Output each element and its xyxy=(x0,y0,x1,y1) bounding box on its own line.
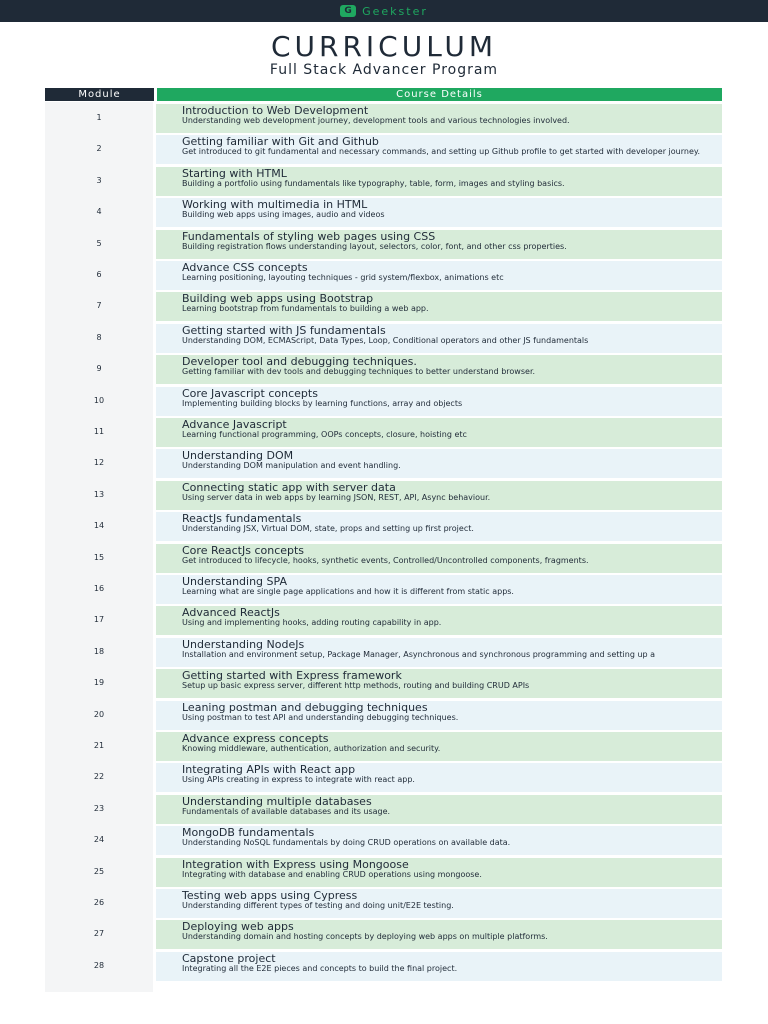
module-column-header: Module xyxy=(45,88,154,101)
table-row xyxy=(0,699,768,730)
course-title: Fundamentals of styling web pages using CSS xyxy=(182,229,436,243)
module-number: 12 xyxy=(93,458,105,468)
course-title: Getting familiar with Git and Github xyxy=(182,135,379,149)
page-subtitle: Full Stack Advancer Program xyxy=(269,62,499,78)
course-title: Building web apps using Bootstrap xyxy=(182,292,374,306)
table-row xyxy=(0,636,768,667)
module-number: 8 xyxy=(96,332,102,342)
table-row xyxy=(0,447,768,478)
course-description: Getting familiar with dev tools and debugging techniques to better understand browser. xyxy=(182,367,536,377)
course-description: Understanding DOM manipulation and event handling. xyxy=(182,461,401,471)
course-title: Starting with HTML xyxy=(182,166,287,180)
module-number: 5 xyxy=(96,238,102,248)
course-description: Understanding web development journey, development tools and various technologies involved. xyxy=(182,116,570,125)
table-row xyxy=(0,102,768,133)
course-description: Implementing building blocks by learning functions, array and objects xyxy=(182,398,463,408)
table-row xyxy=(0,573,768,604)
course-title: ReactJs fundamentals xyxy=(182,512,302,526)
course-description: Understanding NoSQL fundamentals by doing CRUD operations on available data. xyxy=(182,838,511,848)
module-number: 4 xyxy=(96,207,102,217)
course-description: Understanding DOM, ECMAScript, Data Types, Loop, Conditional operators and other JS fundamentals xyxy=(182,335,589,345)
table-row xyxy=(0,730,768,761)
table-row xyxy=(0,887,768,918)
course-description: Using and implementing hooks, adding routing capability in app. xyxy=(182,618,442,628)
module-number: 22 xyxy=(93,772,105,782)
course-description: Integrating all the E2E pieces and concepts to build the final project. xyxy=(182,963,458,973)
course-title: Introduction to Web Development xyxy=(182,104,369,117)
details-column-header: Course Details xyxy=(157,88,722,101)
table-row xyxy=(0,604,768,635)
table-row xyxy=(0,290,768,321)
module-number: 14 xyxy=(93,521,105,531)
module-number: 10 xyxy=(93,395,105,405)
table-row xyxy=(0,259,768,290)
course-title: Advance CSS concepts xyxy=(182,261,308,274)
course-title: Understanding SPA xyxy=(182,575,287,588)
table-row xyxy=(0,165,768,196)
course-title: MongoDB fundamentals xyxy=(182,826,315,840)
course-description: Knowing middleware, authentication, authorization and security. xyxy=(182,744,441,753)
module-number: 11 xyxy=(93,427,105,436)
table-row xyxy=(0,353,768,384)
course-title: Understanding NodeJs xyxy=(182,637,305,651)
course-title: Advanced ReactJs xyxy=(182,606,280,620)
table-row xyxy=(0,196,768,227)
course-description: Installation and environment setup, Package Manager, Asynchronous and synchronous programming and setting up a xyxy=(182,649,656,659)
table-row xyxy=(0,228,768,259)
course-description: Learning what are single page applications and how it is different from static apps. xyxy=(182,587,514,596)
module-number: 21 xyxy=(93,741,105,750)
module-number: 27 xyxy=(93,929,105,939)
course-title: Core ReactJs concepts xyxy=(182,543,305,557)
course-title: Getting started with JS fundamentals xyxy=(182,323,386,337)
course-description: Understanding different types of testing and doing unit/E2E testing. xyxy=(182,901,454,910)
course-description: Using APIs creating in express to integrate with react app. xyxy=(182,775,415,785)
module-number: 7 xyxy=(96,301,102,311)
module-number: 6 xyxy=(96,270,102,279)
course-description: Fundamentals of available databases and its usage. xyxy=(182,806,391,816)
module-number: 3 xyxy=(96,175,102,185)
table-row xyxy=(0,133,768,164)
module-number: 25 xyxy=(93,866,105,876)
table-row xyxy=(0,322,768,353)
course-title: Integration with Express using Mongoose xyxy=(182,857,409,871)
course-title: Deploying web apps xyxy=(182,920,294,934)
course-description: Building a portfolio using fundamentals like typography, table, form, images and styling basics. xyxy=(182,178,565,188)
course-title: Testing web apps using Cypress xyxy=(182,889,358,902)
table-row xyxy=(0,856,768,887)
course-title: Understanding DOM xyxy=(182,449,294,463)
course-description: Learning positioning, layouting techniques - grid system/flexbox, animations etc xyxy=(182,273,504,282)
course-title: Advance Javascript xyxy=(182,418,287,431)
course-title: Connecting static app with server data xyxy=(182,480,396,494)
course-title: Leaning postman and debugging techniques xyxy=(182,700,428,714)
module-number: 28 xyxy=(93,960,105,970)
module-number: 19 xyxy=(93,678,105,688)
table-row xyxy=(0,918,768,949)
module-number: 23 xyxy=(93,803,105,813)
table-row xyxy=(0,761,768,792)
brand-name: Geekster xyxy=(362,4,428,18)
course-description: Get introduced to lifecycle, hooks, synthetic events, Controlled/Uncontrolled components, fragments. xyxy=(182,555,589,565)
course-description: Using server data in web apps by learning JSON, REST, API, Async behaviour. xyxy=(182,492,491,502)
course-title: Core Javascript concepts xyxy=(182,386,318,400)
module-number: 26 xyxy=(93,898,105,907)
table-row xyxy=(0,385,768,416)
course-title: Working with multimedia in HTML xyxy=(182,198,368,212)
module-number: 15 xyxy=(93,552,105,562)
module-number: 18 xyxy=(93,646,105,656)
course-description: Learning bootstrap from fundamentals to building a web app. xyxy=(182,304,429,314)
table-row xyxy=(0,667,768,698)
module-number: 17 xyxy=(93,615,105,625)
table-row xyxy=(0,824,768,855)
course-description: Learning functional programming, OOPs concepts, closure, hoisting etc xyxy=(182,430,467,439)
course-title: Advance express concepts xyxy=(182,732,329,745)
course-description: Building registration flows understanding layout, selectors, color, font, and other css properties. xyxy=(182,241,567,251)
table-row xyxy=(0,793,768,824)
table-row xyxy=(0,950,768,981)
table-row xyxy=(0,416,768,447)
page-title: CURRICULUM xyxy=(270,30,498,63)
table-row xyxy=(0,510,768,541)
course-description: Using postman to test API and understanding debugging techniques. xyxy=(182,712,459,722)
table-row xyxy=(0,479,768,510)
module-number: 16 xyxy=(93,584,105,593)
geekster-logo-icon: G xyxy=(340,5,356,17)
module-number: 2 xyxy=(96,144,102,154)
course-description: Integrating with database and enabling CRUD operations using mongoose. xyxy=(182,869,482,879)
course-title: Developer tool and debugging techniques. xyxy=(182,355,417,369)
table-row xyxy=(0,542,768,573)
module-number: 1 xyxy=(96,113,102,122)
course-description: Understanding JSX, Virtual DOM, state, props and setting up first project. xyxy=(182,524,474,534)
course-title: Integrating APIs with React app xyxy=(182,763,356,777)
module-number: 24 xyxy=(93,835,105,845)
course-title: Understanding multiple databases xyxy=(182,794,372,808)
module-number: 9 xyxy=(96,364,102,374)
course-description: Understanding domain and hosting concepts by deploying web apps on multiple platforms. xyxy=(182,932,548,942)
course-description: Get introduced to git fundamental and necessary commands, and setting up Github profile to get started with developer journey. xyxy=(182,147,701,157)
course-title: Capstone project xyxy=(182,951,276,965)
course-description: Setup up basic express server, different http methods, routing and building CRUD APIs xyxy=(182,681,530,691)
module-number: 20 xyxy=(93,709,105,719)
module-number: 13 xyxy=(93,489,105,499)
course-title: Getting started with Express framework xyxy=(182,669,402,683)
course-description: Building web apps using images, audio and videos xyxy=(182,210,385,220)
